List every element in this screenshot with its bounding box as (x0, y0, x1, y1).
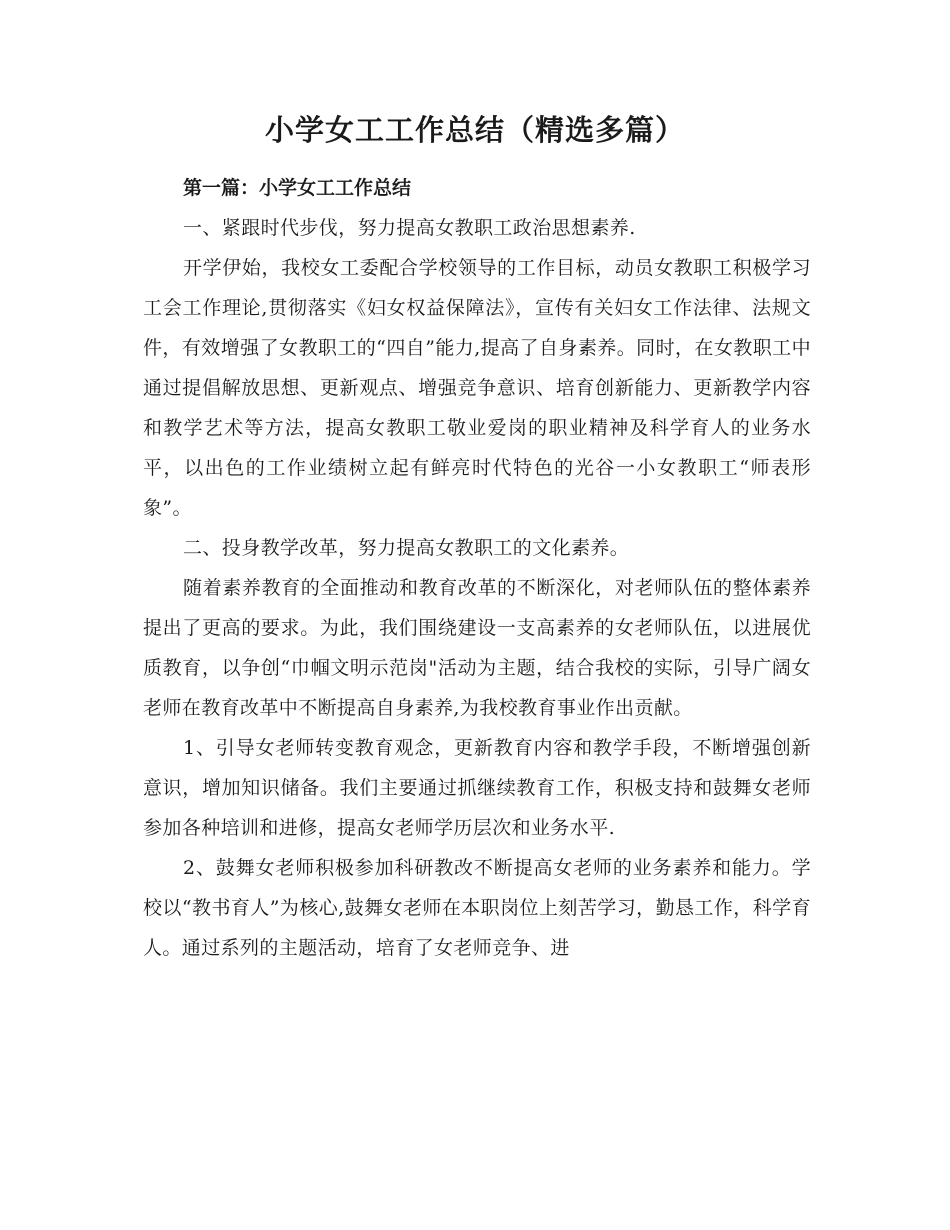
paragraph-3: 二、投身教学改革，努力提高女教职工的文化素养。 (183, 537, 630, 559)
paragraph-2: 开学伊始，我校女工委配合学校领导的工作目标，动员女教职工积极学习工会工作理论,贯彻落实《妇女权益保障法》，宣传有关妇女工作法律、法规文件，有效增强了女教职工的“四自”能力,提高了自身素养。同时，在女教职工中通过提倡解放思想、更新观点、增强竞争意识、培育创新能力、更新教学内容和教学艺术等方法，提高女教职工敬业爱岗的职业精神及科学育人的业务水平，以出色的工作业绩树立起有鲜亮时代特色的光谷一小女教职工“师表形象”。 (143, 257, 811, 519)
document-title: 小学女工工作总结（精选多篇） (264, 113, 685, 147)
document-body (143, 168, 811, 968)
paragraph-5: 1、引导女老师转变教育观念，更新教育内容和教学手段，不断增强创新意识，增加知识储备。我们主要通过抓继续教育工作，积极支持和鼓舞女老师参加各种培训和进修，提高女老师学历层次和业务水平. (143, 737, 811, 839)
paragraph-4: 随着素养教育的全面推动和教育改革的不断深化，对老师队伍的整体素养提出了更高的要求。为此，我们围绕建设一支高素养的女老师队伍，以进展优质教育，以争创“巾帼文明示范岗"活动为主题，结合我校的实际，引导广阔女老师在教育改革中不断提高自身素养,为我校教育事业作出贡献。 (143, 577, 811, 719)
section-heading: 第一篇：小学女工工作总结 (183, 177, 412, 199)
paragraph-1: 一、紧跟时代步伐，努力提高女教职工政治思想素养. (183, 217, 636, 239)
paragraph-6: 2、鼓舞女老师积极参加科研教改不断提高女老师的业务素养和能力。学校以“教书育人”为核心,鼓舞女老师在本职岗位上刻苦学习，勤恳工作，科学育人。通过系列的主题活动，培育了女老师竞争、进 (143, 857, 811, 959)
